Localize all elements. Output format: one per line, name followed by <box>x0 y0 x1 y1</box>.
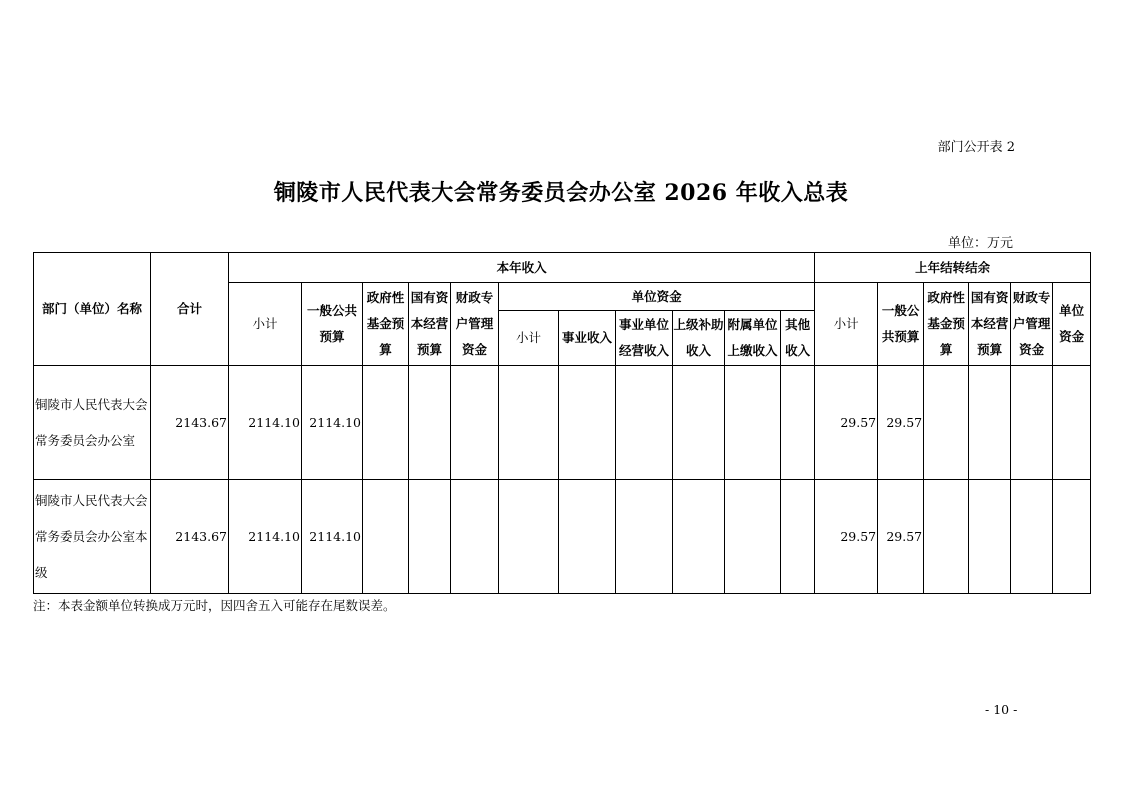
header-carry-subtotal: 小计 <box>815 283 878 366</box>
header-other-income: 其他收入 <box>781 311 815 366</box>
header-carry-fiscal-special: 财政专户管理资金 <box>1011 283 1053 366</box>
header-affiliated-income: 附属单位上缴收入 <box>725 311 781 366</box>
header-unit-funds-group: 单位资金 <box>499 283 815 311</box>
row-carry-general: 29.57 <box>878 366 924 480</box>
header-carry-state-capital: 国有资本经营预算 <box>969 283 1011 366</box>
header-operating-income: 事业单位经营收入 <box>616 311 673 366</box>
row-carry-subtotal: 29.57 <box>815 480 878 594</box>
row-current-subtotal: 2114.10 <box>229 480 302 594</box>
row-total: 2143.67 <box>151 366 229 480</box>
table-row <box>34 366 1091 480</box>
row-current-general: 2114.10 <box>302 366 363 480</box>
header-current-gov-fund: 政府性基金预算 <box>363 283 409 366</box>
income-summary-table <box>33 252 1091 594</box>
header-carry-gov-fund: 政府性基金预算 <box>924 283 969 366</box>
header-current-fiscal-special: 财政专户管理资金 <box>451 283 499 366</box>
row-dept-name: 铜陵市人民代表大会常务委员会办公室 <box>34 366 151 480</box>
page-title: 铜陵市人民代表大会常务委员会办公室 2026 年收入总表 <box>273 180 849 206</box>
header-total: 合计 <box>151 253 229 366</box>
row-dept-name: 铜陵市人民代表大会常务委员会办公室本级 <box>34 480 151 594</box>
row-current-general: 2114.10 <box>302 480 363 594</box>
row-total: 2143.67 <box>151 480 229 594</box>
header-dept-name: 部门（单位）名称 <box>34 253 151 366</box>
header-carry-unit-funds: 单位资金 <box>1053 283 1091 366</box>
header-carryover: 上年结转结余 <box>815 253 1091 283</box>
header-unit-funds-subtotal: 小计 <box>499 311 559 366</box>
header-current-state-capital: 国有资本经营预算 <box>409 283 451 366</box>
table-number: 部门公开表 2 <box>937 140 1015 155</box>
footnote: 注：本表金额单位转换成万元时，因四舍五入可能存在尾数误差。 <box>33 598 396 613</box>
page-number: - 10 - <box>985 702 1018 717</box>
unit-label: 单位：万元 <box>947 236 1013 251</box>
table-row <box>34 480 1091 594</box>
header-current-year-income: 本年收入 <box>229 253 815 283</box>
header-business-income: 事业收入 <box>559 311 616 366</box>
header-current-general-budget: 一般公共预算 <box>302 283 363 366</box>
header-carry-general-budget: 一般公共预算 <box>878 283 924 366</box>
header-current-subtotal: 小计 <box>229 283 302 366</box>
row-carry-general: 29.57 <box>878 480 924 594</box>
row-carry-subtotal: 29.57 <box>815 366 878 480</box>
row-current-subtotal: 2114.10 <box>229 366 302 480</box>
header-subsidy-income: 上级补助收入 <box>673 311 725 366</box>
